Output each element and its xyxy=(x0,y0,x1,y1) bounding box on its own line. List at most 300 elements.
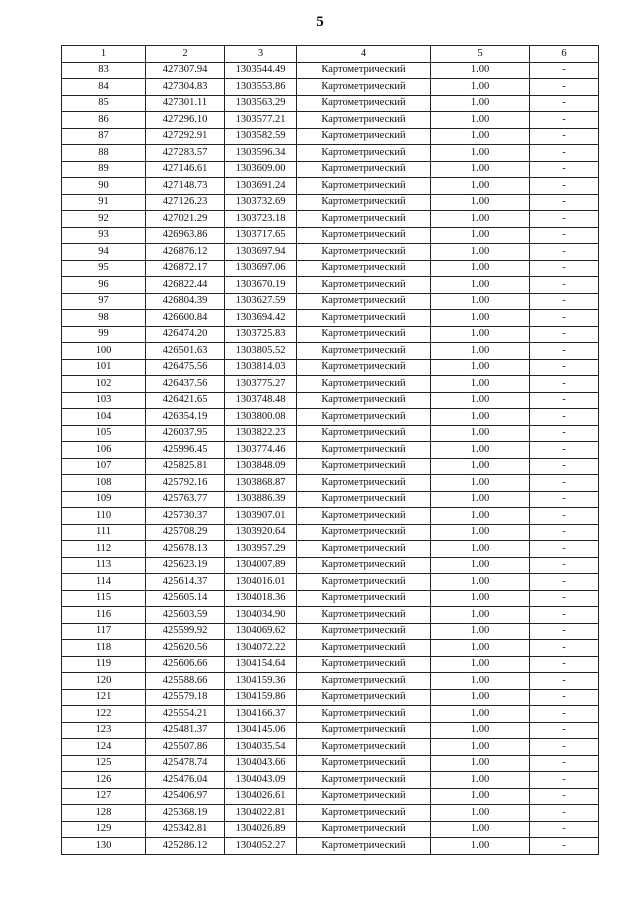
point-number-cell: 106 xyxy=(62,442,146,459)
table-row xyxy=(62,755,599,772)
point-number-cell: 111 xyxy=(62,524,146,541)
table-row xyxy=(62,277,599,294)
table-row xyxy=(62,475,599,492)
method-cell: Картометрический xyxy=(297,475,431,492)
y-coordinate-cell: 1303800.08 xyxy=(225,409,297,426)
table-row xyxy=(62,211,599,228)
table-row xyxy=(62,788,599,805)
y-coordinate-cell: 1304035.54 xyxy=(225,739,297,756)
method-cell: Картометрический xyxy=(297,79,431,96)
accuracy-cell: 1.00 xyxy=(431,508,530,525)
point-number-cell: 88 xyxy=(62,145,146,162)
method-cell: Картометрический xyxy=(297,640,431,657)
point-number-cell: 115 xyxy=(62,590,146,607)
accuracy-cell: 1.00 xyxy=(431,112,530,129)
accuracy-cell: 1.00 xyxy=(431,755,530,772)
x-coordinate-cell: 425792.16 xyxy=(146,475,225,492)
accuracy-cell: 1.00 xyxy=(431,277,530,294)
method-cell: Картометрический xyxy=(297,145,431,162)
table-row xyxy=(62,112,599,129)
note-cell: - xyxy=(530,673,599,690)
x-coordinate-cell: 425605.14 xyxy=(146,590,225,607)
x-coordinate-cell: 425708.29 xyxy=(146,524,225,541)
x-coordinate-cell: 427126.23 xyxy=(146,194,225,211)
table-row xyxy=(62,821,599,838)
accuracy-cell: 1.00 xyxy=(431,161,530,178)
point-number-cell: 94 xyxy=(62,244,146,261)
y-coordinate-cell: 1303544.49 xyxy=(225,62,297,79)
method-cell: Картометрический xyxy=(297,326,431,343)
y-coordinate-cell: 1303814.03 xyxy=(225,359,297,376)
method-cell: Картометрический xyxy=(297,293,431,310)
y-coordinate-cell: 1303732.69 xyxy=(225,194,297,211)
x-coordinate-cell: 427283.57 xyxy=(146,145,225,162)
y-coordinate-cell: 1303886.39 xyxy=(225,491,297,508)
point-number-cell: 113 xyxy=(62,557,146,574)
accuracy-cell: 1.00 xyxy=(431,590,530,607)
note-cell: - xyxy=(530,293,599,310)
note-cell: - xyxy=(530,640,599,657)
method-cell: Картометрический xyxy=(297,62,431,79)
point-number-cell: 100 xyxy=(62,343,146,360)
note-cell: - xyxy=(530,755,599,772)
point-number-cell: 87 xyxy=(62,128,146,145)
point-number-cell: 97 xyxy=(62,293,146,310)
x-coordinate-cell: 426804.39 xyxy=(146,293,225,310)
x-coordinate-cell: 427296.10 xyxy=(146,112,225,129)
note-cell: - xyxy=(530,772,599,789)
note-cell: - xyxy=(530,541,599,558)
note-cell: - xyxy=(530,442,599,459)
accuracy-cell: 1.00 xyxy=(431,706,530,723)
y-coordinate-cell: 1304026.89 xyxy=(225,821,297,838)
method-cell: Картометрический xyxy=(297,689,431,706)
note-cell: - xyxy=(530,475,599,492)
x-coordinate-cell: 425730.37 xyxy=(146,508,225,525)
point-number-cell: 84 xyxy=(62,79,146,96)
accuracy-cell: 1.00 xyxy=(431,458,530,475)
table-row xyxy=(62,79,599,96)
accuracy-cell: 1.00 xyxy=(431,673,530,690)
x-coordinate-cell: 425481.37 xyxy=(146,722,225,739)
method-cell: Картометрический xyxy=(297,821,431,838)
note-cell: - xyxy=(530,227,599,244)
point-number-cell: 89 xyxy=(62,161,146,178)
accuracy-cell: 1.00 xyxy=(431,293,530,310)
accuracy-cell: 1.00 xyxy=(431,838,530,855)
x-coordinate-cell: 425763.77 xyxy=(146,491,225,508)
x-coordinate-cell: 426872.17 xyxy=(146,260,225,277)
point-number-cell: 120 xyxy=(62,673,146,690)
accuracy-cell: 1.00 xyxy=(431,640,530,657)
point-number-cell: 125 xyxy=(62,755,146,772)
method-cell: Картометрический xyxy=(297,838,431,855)
accuracy-cell: 1.00 xyxy=(431,442,530,459)
table-row xyxy=(62,590,599,607)
accuracy-cell: 1.00 xyxy=(431,359,530,376)
x-coordinate-cell: 425286.12 xyxy=(146,838,225,855)
x-coordinate-cell: 425406.97 xyxy=(146,788,225,805)
table-row xyxy=(62,178,599,195)
x-coordinate-cell: 425554.21 xyxy=(146,706,225,723)
y-coordinate-cell: 1304026.61 xyxy=(225,788,297,805)
y-coordinate-cell: 1303670.19 xyxy=(225,277,297,294)
y-coordinate-cell: 1303868.87 xyxy=(225,475,297,492)
table-row xyxy=(62,722,599,739)
method-cell: Картометрический xyxy=(297,805,431,822)
y-coordinate-cell: 1303694.42 xyxy=(225,310,297,327)
y-coordinate-cell: 1303563.29 xyxy=(225,95,297,112)
table-row xyxy=(62,706,599,723)
point-number-cell: 126 xyxy=(62,772,146,789)
y-coordinate-cell: 1303697.94 xyxy=(225,244,297,261)
y-coordinate-cell: 1303723.18 xyxy=(225,211,297,228)
x-coordinate-cell: 427304.83 xyxy=(146,79,225,96)
y-coordinate-cell: 1304043.66 xyxy=(225,755,297,772)
table-row xyxy=(62,772,599,789)
accuracy-cell: 1.00 xyxy=(431,62,530,79)
note-cell: - xyxy=(530,194,599,211)
method-cell: Картометрический xyxy=(297,772,431,789)
y-coordinate-cell: 1304159.36 xyxy=(225,673,297,690)
y-coordinate-cell: 1303957.29 xyxy=(225,541,297,558)
accuracy-cell: 1.00 xyxy=(431,128,530,145)
point-number-cell: 108 xyxy=(62,475,146,492)
x-coordinate-cell: 425603.59 xyxy=(146,607,225,624)
accuracy-cell: 1.00 xyxy=(431,722,530,739)
table-row xyxy=(62,244,599,261)
x-coordinate-cell: 426475.56 xyxy=(146,359,225,376)
page-number: 5 xyxy=(316,14,324,30)
note-cell: - xyxy=(530,145,599,162)
note-cell: - xyxy=(530,376,599,393)
x-coordinate-cell: 425623.19 xyxy=(146,557,225,574)
coordinates-table xyxy=(61,45,599,855)
x-coordinate-cell: 426501.63 xyxy=(146,343,225,360)
point-number-cell: 121 xyxy=(62,689,146,706)
y-coordinate-cell: 1303577.21 xyxy=(225,112,297,129)
table-row xyxy=(62,524,599,541)
y-coordinate-cell: 1303627.59 xyxy=(225,293,297,310)
table-row xyxy=(62,574,599,591)
table-row xyxy=(62,128,599,145)
x-coordinate-cell: 425478.74 xyxy=(146,755,225,772)
method-cell: Картометрический xyxy=(297,128,431,145)
accuracy-cell: 1.00 xyxy=(431,326,530,343)
accuracy-cell: 1.00 xyxy=(431,260,530,277)
column-header-1: 1 xyxy=(62,46,146,63)
method-cell: Картометрический xyxy=(297,244,431,261)
point-number-cell: 119 xyxy=(62,656,146,673)
table-row xyxy=(62,458,599,475)
point-number-cell: 91 xyxy=(62,194,146,211)
method-cell: Картометрический xyxy=(297,260,431,277)
accuracy-cell: 1.00 xyxy=(431,557,530,574)
note-cell: - xyxy=(530,689,599,706)
y-coordinate-cell: 1303848.09 xyxy=(225,458,297,475)
accuracy-cell: 1.00 xyxy=(431,491,530,508)
accuracy-cell: 1.00 xyxy=(431,689,530,706)
table-row xyxy=(62,640,599,657)
method-cell: Картометрический xyxy=(297,623,431,640)
accuracy-cell: 1.00 xyxy=(431,656,530,673)
y-coordinate-cell: 1304034.90 xyxy=(225,607,297,624)
note-cell: - xyxy=(530,244,599,261)
x-coordinate-cell: 426437.56 xyxy=(146,376,225,393)
note-cell: - xyxy=(530,392,599,409)
accuracy-cell: 1.00 xyxy=(431,772,530,789)
table-row xyxy=(62,656,599,673)
method-cell: Картометрический xyxy=(297,607,431,624)
method-cell: Картометрический xyxy=(297,788,431,805)
point-number-cell: 117 xyxy=(62,623,146,640)
point-number-cell: 92 xyxy=(62,211,146,228)
y-coordinate-cell: 1304072.22 xyxy=(225,640,297,657)
x-coordinate-cell: 426963.86 xyxy=(146,227,225,244)
point-number-cell: 103 xyxy=(62,392,146,409)
table-row xyxy=(62,508,599,525)
table-row xyxy=(62,623,599,640)
method-cell: Картометрический xyxy=(297,95,431,112)
x-coordinate-cell: 425606.66 xyxy=(146,656,225,673)
accuracy-cell: 1.00 xyxy=(431,409,530,426)
accuracy-cell: 1.00 xyxy=(431,788,530,805)
accuracy-cell: 1.00 xyxy=(431,343,530,360)
method-cell: Картометрический xyxy=(297,277,431,294)
method-cell: Картометрический xyxy=(297,211,431,228)
point-number-cell: 98 xyxy=(62,310,146,327)
point-number-cell: 118 xyxy=(62,640,146,657)
y-coordinate-cell: 1304052.27 xyxy=(225,838,297,855)
accuracy-cell: 1.00 xyxy=(431,178,530,195)
column-header-5: 5 xyxy=(431,46,530,63)
x-coordinate-cell: 425368.19 xyxy=(146,805,225,822)
x-coordinate-cell: 425507.86 xyxy=(146,739,225,756)
note-cell: - xyxy=(530,557,599,574)
note-cell: - xyxy=(530,491,599,508)
note-cell: - xyxy=(530,260,599,277)
method-cell: Картометрический xyxy=(297,359,431,376)
y-coordinate-cell: 1303775.27 xyxy=(225,376,297,393)
table-row xyxy=(62,62,599,79)
table-row xyxy=(62,95,599,112)
accuracy-cell: 1.00 xyxy=(431,607,530,624)
method-cell: Картометрический xyxy=(297,508,431,525)
table-row xyxy=(62,310,599,327)
method-cell: Картометрический xyxy=(297,310,431,327)
table-row xyxy=(62,805,599,822)
method-cell: Картометрический xyxy=(297,425,431,442)
accuracy-cell: 1.00 xyxy=(431,574,530,591)
x-coordinate-cell: 425614.37 xyxy=(146,574,225,591)
accuracy-cell: 1.00 xyxy=(431,79,530,96)
method-cell: Картометрический xyxy=(297,376,431,393)
table-row xyxy=(62,145,599,162)
table-row xyxy=(62,194,599,211)
table-row xyxy=(62,673,599,690)
method-cell: Картометрический xyxy=(297,541,431,558)
method-cell: Картометрический xyxy=(297,194,431,211)
x-coordinate-cell: 426037.95 xyxy=(146,425,225,442)
x-coordinate-cell: 425996.45 xyxy=(146,442,225,459)
y-coordinate-cell: 1303748.48 xyxy=(225,392,297,409)
point-number-cell: 107 xyxy=(62,458,146,475)
note-cell: - xyxy=(530,310,599,327)
point-number-cell: 109 xyxy=(62,491,146,508)
method-cell: Картометрический xyxy=(297,178,431,195)
note-cell: - xyxy=(530,112,599,129)
accuracy-cell: 1.00 xyxy=(431,145,530,162)
x-coordinate-cell: 427292.91 xyxy=(146,128,225,145)
method-cell: Картометрический xyxy=(297,442,431,459)
y-coordinate-cell: 1303774.46 xyxy=(225,442,297,459)
point-number-cell: 122 xyxy=(62,706,146,723)
method-cell: Картометрический xyxy=(297,656,431,673)
note-cell: - xyxy=(530,326,599,343)
method-cell: Картометрический xyxy=(297,161,431,178)
method-cell: Картометрический xyxy=(297,392,431,409)
y-coordinate-cell: 1304159.86 xyxy=(225,689,297,706)
point-number-cell: 104 xyxy=(62,409,146,426)
note-cell: - xyxy=(530,656,599,673)
y-coordinate-cell: 1304145.06 xyxy=(225,722,297,739)
note-cell: - xyxy=(530,178,599,195)
table-row xyxy=(62,607,599,624)
column-header-4: 4 xyxy=(297,46,431,63)
table-row xyxy=(62,838,599,855)
y-coordinate-cell: 1304043.09 xyxy=(225,772,297,789)
y-coordinate-cell: 1303822.23 xyxy=(225,425,297,442)
note-cell: - xyxy=(530,161,599,178)
x-coordinate-cell: 425588.66 xyxy=(146,673,225,690)
accuracy-cell: 1.00 xyxy=(431,623,530,640)
point-number-cell: 124 xyxy=(62,739,146,756)
point-number-cell: 129 xyxy=(62,821,146,838)
accuracy-cell: 1.00 xyxy=(431,425,530,442)
column-header-6: 6 xyxy=(530,46,599,63)
table-row xyxy=(62,425,599,442)
accuracy-cell: 1.00 xyxy=(431,310,530,327)
accuracy-cell: 1.00 xyxy=(431,376,530,393)
y-coordinate-cell: 1304007.89 xyxy=(225,557,297,574)
x-coordinate-cell: 426354.19 xyxy=(146,409,225,426)
note-cell: - xyxy=(530,821,599,838)
note-cell: - xyxy=(530,343,599,360)
table-row xyxy=(62,161,599,178)
method-cell: Картометрический xyxy=(297,458,431,475)
method-cell: Картометрический xyxy=(297,574,431,591)
x-coordinate-cell: 427021.29 xyxy=(146,211,225,228)
x-coordinate-cell: 425476.04 xyxy=(146,772,225,789)
y-coordinate-cell: 1303717.65 xyxy=(225,227,297,244)
accuracy-cell: 1.00 xyxy=(431,524,530,541)
table-row xyxy=(62,689,599,706)
note-cell: - xyxy=(530,788,599,805)
note-cell: - xyxy=(530,607,599,624)
table-body xyxy=(62,62,599,854)
point-number-cell: 86 xyxy=(62,112,146,129)
note-cell: - xyxy=(530,211,599,228)
note-cell: - xyxy=(530,722,599,739)
accuracy-cell: 1.00 xyxy=(431,392,530,409)
x-coordinate-cell: 427307.94 xyxy=(146,62,225,79)
note-cell: - xyxy=(530,805,599,822)
method-cell: Картометрический xyxy=(297,590,431,607)
method-cell: Картометрический xyxy=(297,491,431,508)
point-number-cell: 96 xyxy=(62,277,146,294)
note-cell: - xyxy=(530,79,599,96)
point-number-cell: 95 xyxy=(62,260,146,277)
point-number-cell: 123 xyxy=(62,722,146,739)
point-number-cell: 127 xyxy=(62,788,146,805)
x-coordinate-cell: 426822.44 xyxy=(146,277,225,294)
x-coordinate-cell: 425620.56 xyxy=(146,640,225,657)
x-coordinate-cell: 425579.18 xyxy=(146,689,225,706)
x-coordinate-cell: 427148.73 xyxy=(146,178,225,195)
x-coordinate-cell: 425599.92 xyxy=(146,623,225,640)
method-cell: Картометрический xyxy=(297,755,431,772)
method-cell: Картометрический xyxy=(297,722,431,739)
x-coordinate-cell: 426474.20 xyxy=(146,326,225,343)
x-coordinate-cell: 427146.61 xyxy=(146,161,225,178)
point-number-cell: 101 xyxy=(62,359,146,376)
x-coordinate-cell: 426876.12 xyxy=(146,244,225,261)
x-coordinate-cell: 425678.13 xyxy=(146,541,225,558)
note-cell: - xyxy=(530,574,599,591)
accuracy-cell: 1.00 xyxy=(431,95,530,112)
note-cell: - xyxy=(530,62,599,79)
point-number-cell: 128 xyxy=(62,805,146,822)
x-coordinate-cell: 427301.11 xyxy=(146,95,225,112)
y-coordinate-cell: 1303907.01 xyxy=(225,508,297,525)
accuracy-cell: 1.00 xyxy=(431,211,530,228)
accuracy-cell: 1.00 xyxy=(431,475,530,492)
note-cell: - xyxy=(530,458,599,475)
table-row xyxy=(62,557,599,574)
note-cell: - xyxy=(530,128,599,145)
point-number-cell: 93 xyxy=(62,227,146,244)
note-cell: - xyxy=(530,706,599,723)
accuracy-cell: 1.00 xyxy=(431,227,530,244)
y-coordinate-cell: 1303697.06 xyxy=(225,260,297,277)
note-cell: - xyxy=(530,838,599,855)
y-coordinate-cell: 1303691.24 xyxy=(225,178,297,195)
method-cell: Картометрический xyxy=(297,673,431,690)
point-number-cell: 110 xyxy=(62,508,146,525)
note-cell: - xyxy=(530,425,599,442)
note-cell: - xyxy=(530,524,599,541)
note-cell: - xyxy=(530,409,599,426)
y-coordinate-cell: 1303596.34 xyxy=(225,145,297,162)
note-cell: - xyxy=(530,739,599,756)
y-coordinate-cell: 1303582.59 xyxy=(225,128,297,145)
method-cell: Картометрический xyxy=(297,409,431,426)
method-cell: Картометрический xyxy=(297,706,431,723)
accuracy-cell: 1.00 xyxy=(431,541,530,558)
y-coordinate-cell: 1303553.86 xyxy=(225,79,297,96)
method-cell: Картометрический xyxy=(297,524,431,541)
point-number-cell: 114 xyxy=(62,574,146,591)
y-coordinate-cell: 1303609.00 xyxy=(225,161,297,178)
table-row xyxy=(62,739,599,756)
table-row xyxy=(62,260,599,277)
method-cell: Картометрический xyxy=(297,112,431,129)
point-number-cell: 99 xyxy=(62,326,146,343)
method-cell: Картометрический xyxy=(297,557,431,574)
method-cell: Картометрический xyxy=(297,739,431,756)
point-number-cell: 85 xyxy=(62,95,146,112)
y-coordinate-cell: 1304018.36 xyxy=(225,590,297,607)
